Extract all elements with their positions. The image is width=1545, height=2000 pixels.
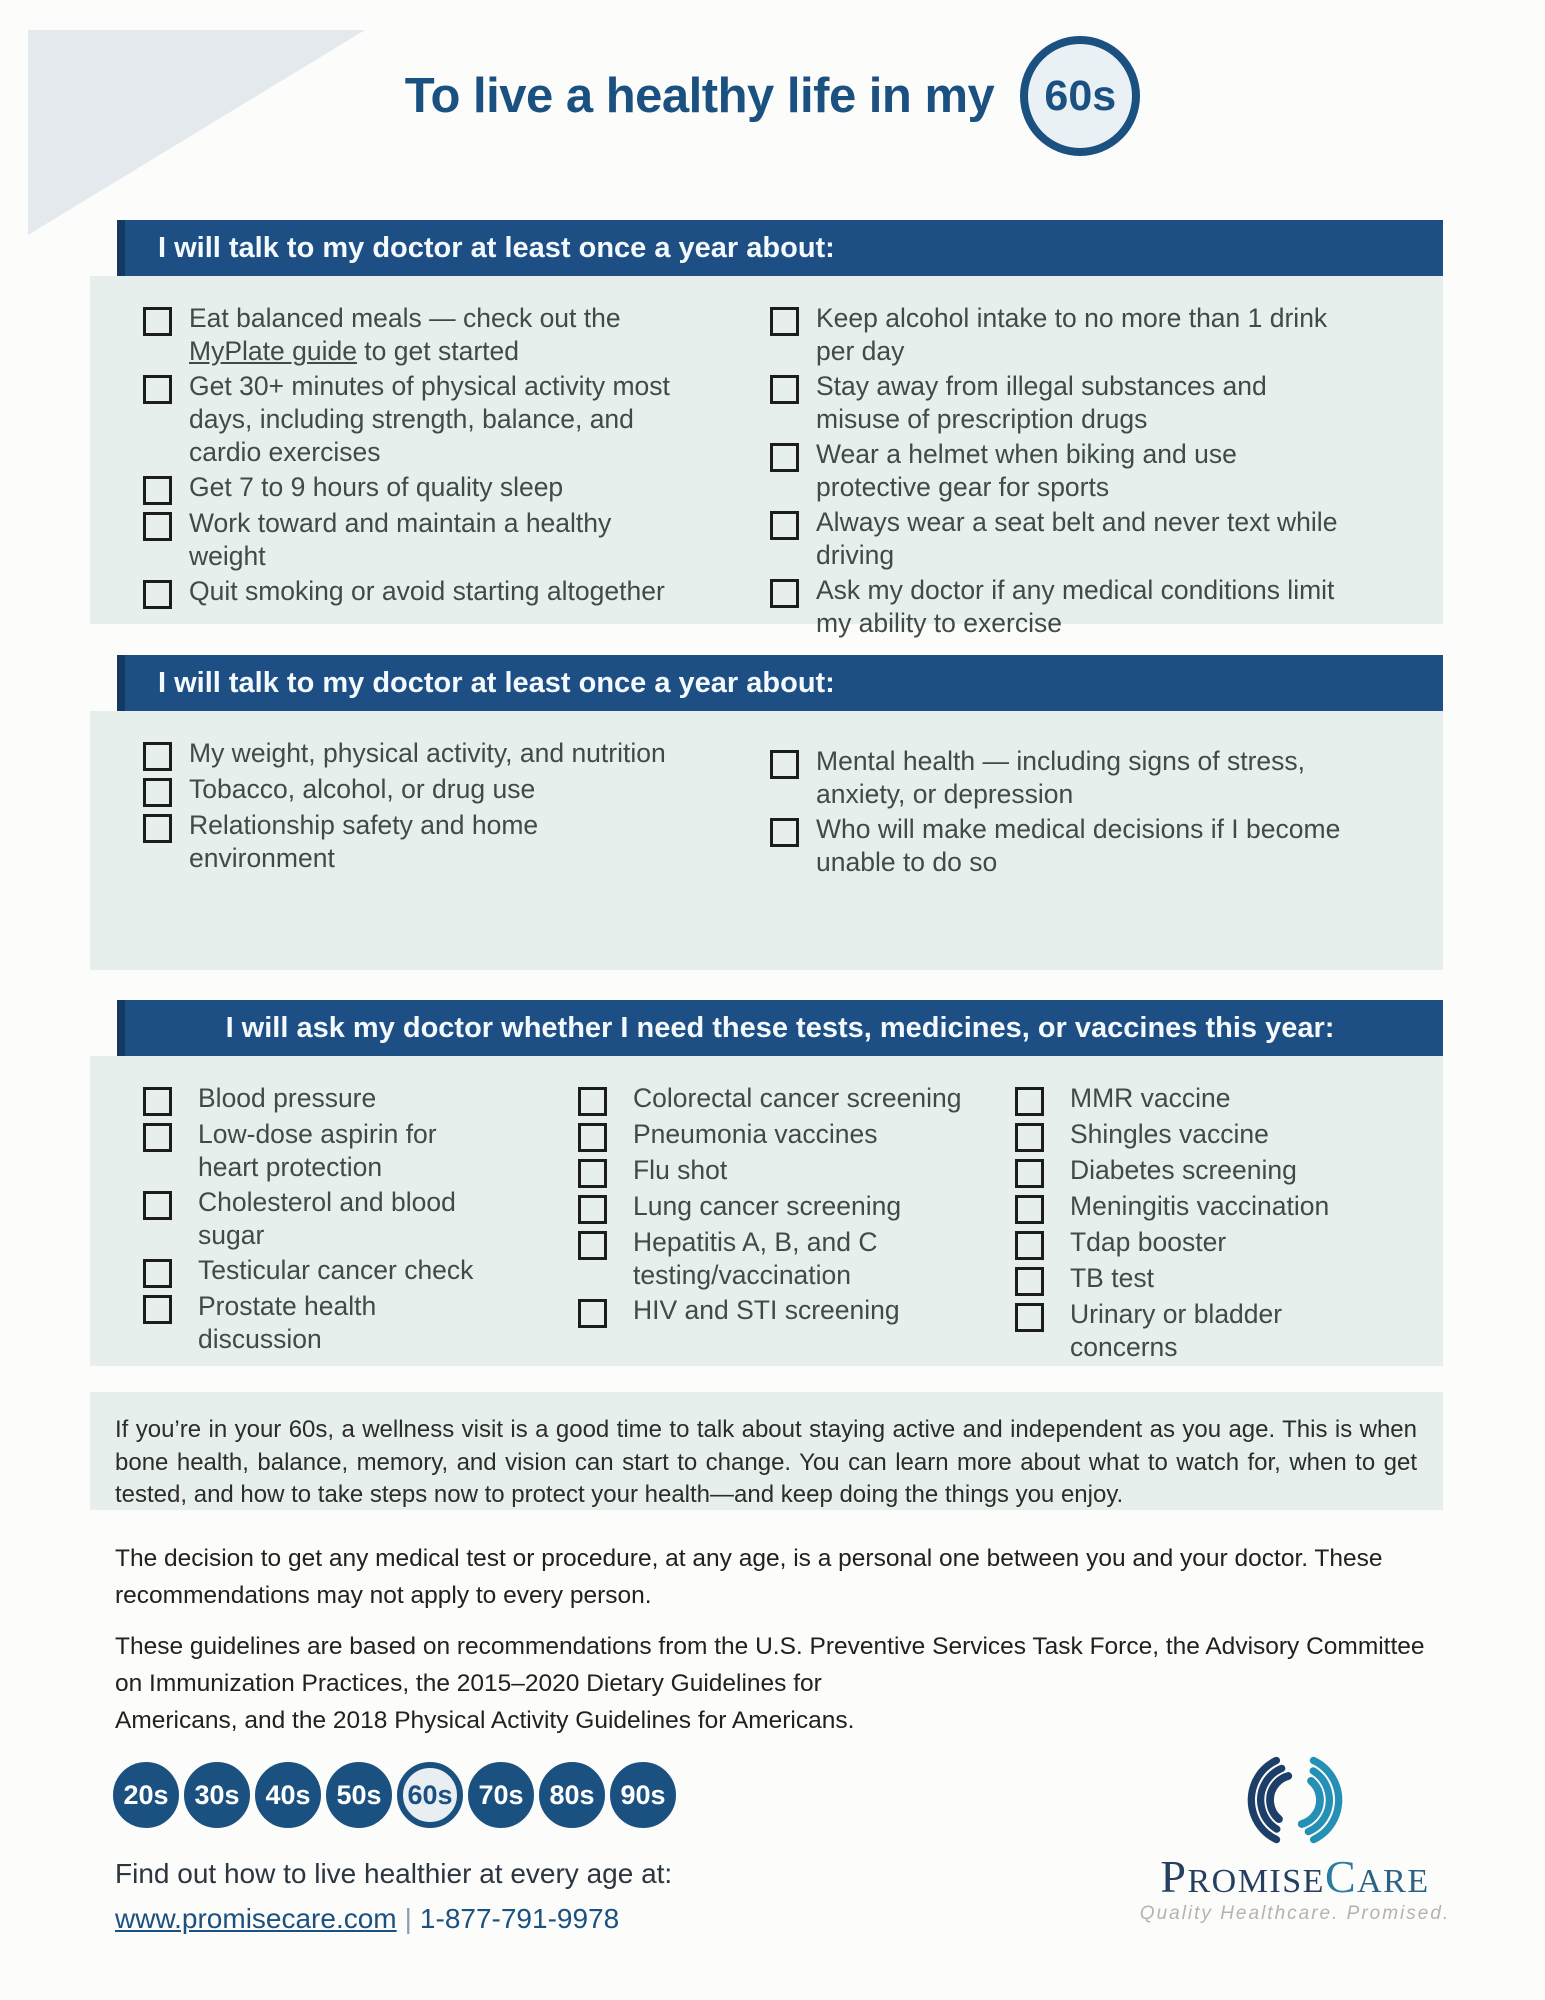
checkbox[interactable] [578,1231,607,1260]
page-title: To live a healthy life in my [404,69,995,123]
footer-message: Find out how to live healthier at every age at: [115,1858,673,1889]
checklist-item-label: Hepatitis A, B, and C testing/vaccination [633,1227,878,1290]
age-badge-60s[interactable]: 60s [397,1762,463,1828]
checklist-item [143,1254,578,1288]
checklist-column [143,737,770,970]
checkbox[interactable] [1015,1303,1044,1332]
checkbox[interactable] [1015,1267,1044,1296]
disclaimer [115,1540,1445,1739]
checklist-item [143,737,770,771]
checkbox[interactable] [578,1087,607,1116]
checklist-item [578,1294,1015,1328]
checklist-item [143,1082,578,1116]
footer [115,1858,672,1935]
age-badge-40s[interactable]: 40s [255,1762,321,1828]
age-badge-80s[interactable]: 80s [539,1762,605,1828]
promisecare-swirl-icon [1243,1748,1347,1852]
checkbox[interactable] [143,814,172,843]
checkbox[interactable] [1015,1123,1044,1152]
phone-number: 1-877-791-9978 [419,1903,620,1934]
checkbox[interactable] [143,1191,172,1220]
section-banner: I will ask my doctor whether I need these tests, medicines, or vaccines this year: [117,1000,1443,1056]
intro-paragraph: If you’re in your 60s, a wellness visit is a good time to talk about staying active and independent as you age. This is when bone health, balance, memory, and vision can start to change. You can learn more about what to watch for, when to get tested, and how to take steps now to protect your health—and keep doing the things you enjoy. [115,1416,1417,1508]
checkbox[interactable] [143,476,172,505]
checklist-column [578,1082,1015,1366]
checklist-item [1015,1226,1443,1260]
checklist-item-label: Stay away from illegal substances and misuse of prescription drugs [816,371,1267,434]
checklist-item-label: Prostate health discussion [198,1291,377,1354]
checklist-item-label: Low-dose aspirin for heart protection [198,1119,437,1182]
checklist-item [143,370,770,469]
checkbox[interactable] [770,443,799,472]
checklist-item-label: TB test [1070,1263,1154,1293]
checkbox[interactable] [143,307,172,336]
checkbox[interactable] [143,1295,172,1324]
checklist-column [770,737,1443,970]
checklist-item-label: HIV and STI screening [633,1295,900,1325]
checklist-item [143,507,770,573]
checkbox[interactable] [578,1299,607,1328]
checklist-item-label: Get 30+ minutes of physical activity most days, including strength, balance, and cardio exercises [189,371,670,467]
checklist-item-label: Colorectal cancer screening [633,1083,962,1113]
promisecare-logo [1135,1748,1455,1925]
checkbox[interactable] [770,307,799,336]
checkbox[interactable] [1015,1159,1044,1188]
checklist-item-label: Tdap booster [1070,1227,1227,1257]
checkbox[interactable] [143,742,172,771]
checklist-item [143,1290,578,1356]
checklist-item-label: Diabetes screening [1070,1155,1297,1185]
checklist-item [770,745,1443,811]
checklist-item [143,471,770,505]
checklist-item [143,575,770,609]
section-body [90,711,1443,970]
checklist-item-label: Lung cancer screening [633,1191,902,1221]
checklist-item [578,1190,1015,1224]
footer-separator: | [404,1903,412,1934]
checkbox[interactable] [143,580,172,609]
checklist-item-label: Shingles vaccine [1070,1119,1269,1149]
checklist-item-label: Who will make medical decisions if I become unable to do so [816,814,1341,877]
checklist-item [1015,1118,1443,1152]
age-badge-30s[interactable]: 30s [184,1762,250,1828]
checklist-item [1015,1298,1443,1364]
wordmark-romise: ROMISE [1187,1863,1325,1900]
checkbox[interactable] [770,511,799,540]
age-badges-row [113,1762,676,1828]
checklist-item [1015,1262,1443,1296]
checklist-item-label: Always wear a seat belt and never text while driving [816,507,1338,570]
wordmark-c: C [1324,1851,1358,1902]
checklist-item [143,773,770,807]
checklist-item [770,574,1443,640]
checklist-column [143,302,770,624]
myplate-guide-link[interactable]: MyPlate guide [189,336,357,366]
checklist-item-label: Flu shot [633,1155,728,1185]
label-text: Eat balanced meals — check out the [189,303,621,333]
website-link[interactable]: www.promisecare.com [115,1903,397,1934]
checkbox[interactable] [1015,1087,1044,1116]
page-header [0,36,1545,156]
checklist-item [578,1118,1015,1152]
checkbox[interactable] [143,1087,172,1116]
checkbox[interactable] [143,1259,172,1288]
checklist-item-label: Get 7 to 9 hours of quality sleep [189,472,564,502]
checkbox[interactable] [770,750,799,779]
checkbox[interactable] [1015,1195,1044,1224]
checklist-item [1015,1154,1443,1188]
checkbox[interactable] [143,512,172,541]
age-badge-50s[interactable]: 50s [326,1762,392,1828]
age-badge-20s[interactable]: 20s [113,1762,179,1828]
checkbox[interactable] [770,818,799,847]
section-banner: I will talk to my doctor at least once a year about: [117,220,1443,276]
section-doctor-topics [90,655,1443,970]
checklist-item-label [189,302,621,368]
logo-tagline: Quality Healthcare. Promised. [1139,1903,1451,1924]
checklist-item-label: Keep alcohol intake to no more than 1 drink per day [816,303,1328,366]
disclaimer-paragraph-1: The decision to get any medical test or procedure, at any age, is a personal one between you and your doctor. These recommendations may not apply to every person. [115,1545,1383,1609]
checklist-column [770,302,1443,638]
checklist-item-label: Wear a helmet when biking and use protective gear for sports [816,439,1237,502]
checklist-item-label: Mental health — including signs of stress, anxiety, or depression [816,746,1306,809]
checklist-item-label: Ask my doctor if any medical conditions limit my ability to exercise [816,575,1335,638]
age-60s-header-badge: 60s [1020,36,1140,156]
footer-contact [115,1903,672,1935]
checklist-item-label: Work toward and maintain a healthy weight [189,508,612,571]
checkbox[interactable] [578,1123,607,1152]
checklist-item [770,506,1443,572]
checklist-item-label: Urinary or bladder concerns [1070,1299,1283,1362]
wordmark-p: P [1160,1851,1188,1902]
checklist-item [770,302,1443,368]
checkbox[interactable] [143,375,172,404]
checklist-item-label: Tobacco, alcohol, or drug use [189,774,536,804]
checklist-column [143,1082,578,1366]
promisecare-wordmark [1135,1851,1455,1902]
checkbox[interactable] [143,778,172,807]
checkbox[interactable] [578,1195,607,1224]
checklist-item [578,1226,1015,1292]
checklist-item-label: Cholesterol and blood sugar [198,1187,456,1250]
checklist-item [1015,1190,1443,1224]
checklist-item [143,1186,578,1252]
section-body [90,1056,1443,1366]
label-text: to get started [356,336,519,366]
intro-paragraph-box [90,1392,1443,1510]
checklist-item [143,302,770,368]
wordmark-are: ARE [1357,1863,1430,1900]
checklist-item [578,1154,1015,1188]
checklist-item-label: My weight, physical activity, and nutrition [189,738,666,768]
checklist-item [143,1118,578,1184]
checkbox[interactable] [770,579,799,608]
checklist-item-label: Meningitis vaccination [1070,1191,1330,1221]
checklist-item [770,438,1443,504]
checklist-item-label: Pneumonia vaccines [633,1119,878,1149]
checklist-column [1015,1082,1443,1366]
checklist-item-label: Quit smoking or avoid starting altogether [189,576,665,606]
checkbox[interactable] [1015,1231,1044,1260]
checklist-item [578,1082,1015,1116]
checkbox[interactable] [578,1159,607,1188]
checkbox[interactable] [143,1123,172,1152]
age-badge-90s[interactable]: 90s [610,1762,676,1828]
checklist-item-label: Blood pressure [198,1083,377,1113]
checklist-item-label: Relationship safety and home environment [189,810,539,873]
section-tests-vaccines [90,1000,1443,1366]
checklist-item [770,813,1443,879]
checklist-item [1015,1082,1443,1116]
age-badge-70s[interactable]: 70s [468,1762,534,1828]
checkbox[interactable] [770,375,799,404]
checklist-item [143,809,770,875]
section-lifestyle [90,220,1443,638]
disclaimer-paragraph-2: These guidelines are based on recommendations from the U.S. Preventive Services Task Force, the Advisory Committee on Immunization Practices, the 2015–2020 Dietary Guidelines for Americans, and the 2018 Physical Activity Guidelines for Americans. [115,1633,1425,1734]
section-body [90,276,1443,638]
checklist-item [770,370,1443,436]
checklist-item-label: MMR vaccine [1070,1083,1231,1113]
checklist-item-label: Testicular cancer check [198,1255,474,1285]
section-banner: I will talk to my doctor at least once a year about: [117,655,1443,711]
